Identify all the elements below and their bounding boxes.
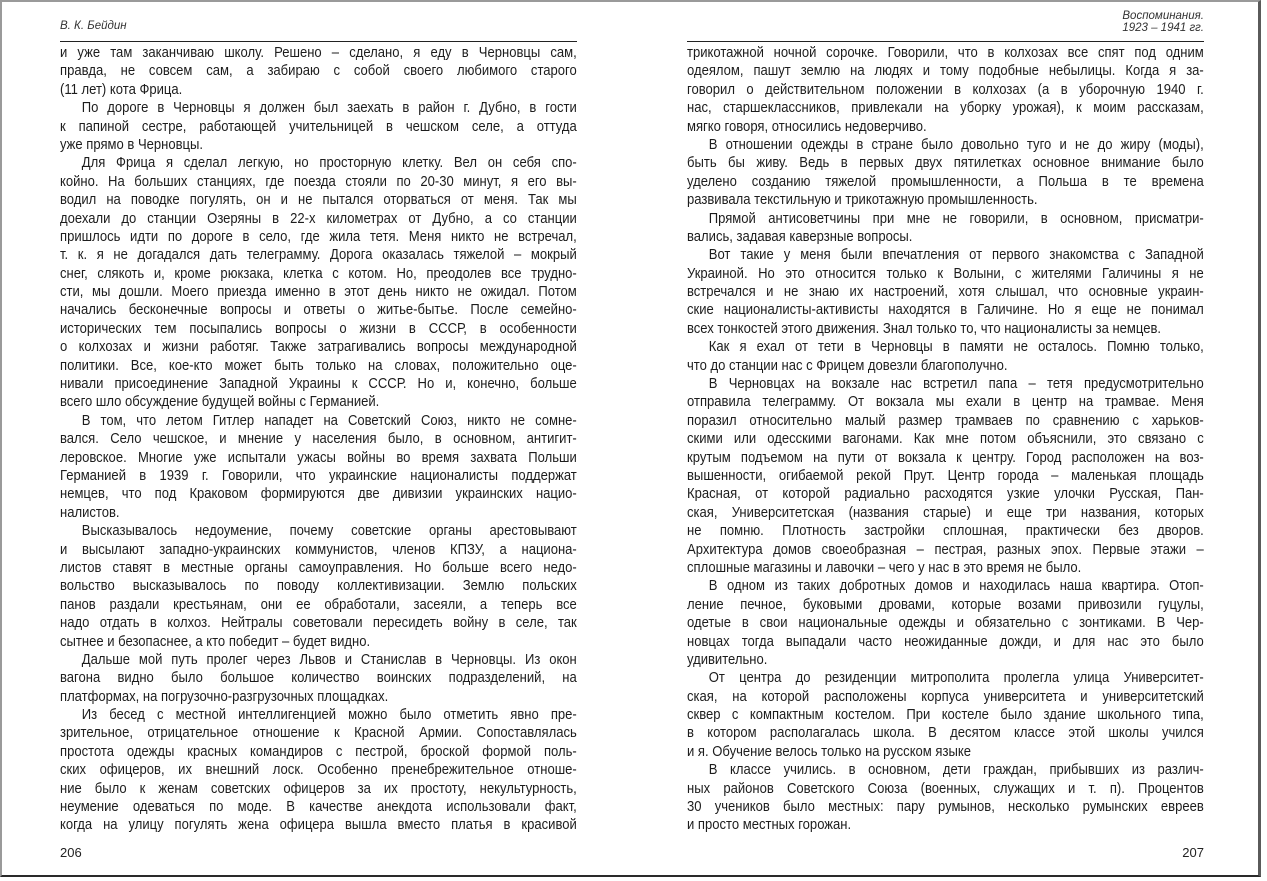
text-line: ские националисты-активисты находятся в Галичине. Но я еще не понимал xyxy=(687,301,1204,319)
text-line: Украиной. Но это относится только к Волыни, с жителями Галичины я не xyxy=(687,264,1204,282)
text-line: От центра до резиденции митрополита пролегла улица Университет- xyxy=(708,669,1204,687)
text-line: неумение одеваться по моде. В качестве анекдота использовали факт, xyxy=(60,798,577,816)
text-line: Для Фрица я сделал легкую, но просторную клетку. Вел он себя спо- xyxy=(81,154,577,172)
text-line: зрительное, отрицательное отношение к Красной Армии. Сопоставлялась xyxy=(60,724,577,742)
paragraph xyxy=(60,522,577,651)
paragraph xyxy=(60,706,577,835)
text-line: исторических тем посыпались вопросы о жизни в СССР, в особенности xyxy=(60,319,577,337)
running-head-line: В. К. Бейдин xyxy=(60,20,127,32)
paragraph xyxy=(60,412,577,522)
text-line: По дороге в Черновцы я должен был заехать в район г. Дубно, в гости xyxy=(81,99,577,117)
running-head-title xyxy=(687,10,1204,40)
paragraph xyxy=(687,669,1204,761)
text-line: и уже там заканчиваю школу. Решено – сделано, я еду в Черновцы сам, xyxy=(60,44,577,61)
text-line: простота одежды красных командиров с пестрой, броской формой поль- xyxy=(60,742,577,760)
text-line: В Черновцах на вокзале нас встретил папа – тетя предусмотрительно xyxy=(708,375,1204,393)
text-line: Высказывалось недоумение, почему советские органы арестовывают xyxy=(81,522,577,540)
text-line: одеялом, пашут землю на людях и тому подобные небылицы. Когда я за- xyxy=(687,62,1204,80)
text-line: немцев, что под Краковом формируются две дивизии украинских нацио- xyxy=(60,485,577,503)
text-line: панов раздали крестьянам, они ее обработали, засеяли, а теперь все xyxy=(60,595,577,613)
header-rule xyxy=(687,41,1204,42)
text-line: ление печное, буковыми дровами, которые возами привозили гуцулы, xyxy=(687,595,1204,613)
text-line: сытнее и безопаснее, а кто победит – будет видно. xyxy=(60,632,371,650)
running-head-line: 1923 – 1941 гг. xyxy=(1122,22,1204,34)
text-line: в котором располагалась школа. В десятом классе этой школы учился xyxy=(687,724,1204,742)
text-line: и просто местных горожан. xyxy=(687,816,852,834)
paragraph xyxy=(60,44,577,99)
text-line: платформах, на погрузочно-разгрузочных площадках. xyxy=(60,687,389,705)
text-line: надо отдать в колхоз. Нейтралы советовали пересидеть войну в селе, так xyxy=(60,614,577,632)
text-line: политики. Все, кое-кто может быть только на словах, положительно оце- xyxy=(60,356,577,374)
text-line: о колхозах и жизни работяг. Также затрагивались вопросы международной xyxy=(60,338,577,356)
text-line: поразил относительно малый размер трамваев по сравнению с харьков- xyxy=(687,411,1204,429)
paragraph xyxy=(687,44,1204,136)
paragraph xyxy=(60,154,577,411)
text-line: удивительно. xyxy=(687,650,768,668)
text-line: и я. Обучение велось только на русском языке xyxy=(687,742,971,760)
text-line: сплошные магазины и лавочки – чего у нас в это время не было. xyxy=(687,558,1082,576)
text-line: Германией в 1939 г. Говорили, что украинские националисты поддержат xyxy=(60,466,577,484)
text-line: ская, Университетская (названия старые) и еще три названия, которых xyxy=(687,503,1204,521)
text-line: сти, мы дошли. Моего приезда именно в этот день никто не ожидал. Потом xyxy=(60,283,577,301)
text-line: ская, на которой расположены корпуса университета и университетский xyxy=(687,687,1204,705)
text-line: встречался и не знаю их настроений, хотя слышал, что основные украин- xyxy=(687,283,1204,301)
text-line: Красная, от которой радиально расходятся узкие улочки Русская, Пан- xyxy=(687,485,1204,503)
text-line: В том, что летом Гитлер нападет на Советский Союз, никто не сомне- xyxy=(81,411,577,429)
text-line: водил на поводке погулять, он и не пытался оторваться от меня. Так мы xyxy=(60,191,577,209)
text-line: Как я ехал от тети в Черновцы в памяти не осталось. Помню только, xyxy=(708,338,1204,356)
text-line: всего шло обсуждение будущей войны с Германией. xyxy=(60,393,380,411)
text-line: нивали присоединение Западной Украины к СССР. Но и, конечно, больше xyxy=(60,375,577,393)
text-line: койно. На больших станциях, где поезда стояли по 20-30 минут, я его вы- xyxy=(60,172,577,190)
paragraph xyxy=(60,651,577,706)
text-line: 30 учеников было местных: пару румынов, несколько румынских евреев xyxy=(687,798,1204,816)
text-line: быть бы живу. Ведь в первых двух пятилетках основное внимание было xyxy=(687,154,1204,172)
text-line: правда, не совсем сам, а забираю с собой своего любимого старого xyxy=(60,62,577,80)
text-line: Вот такие у меня были впечатления от первого знакомства с Западной xyxy=(708,246,1204,264)
text-line: доехали до станции Озеряны в 22-х километрах от Дубно, а со станции xyxy=(60,209,577,227)
text-line: В отношении одежды в стране было довольно туго и не до жиру (моды), xyxy=(708,135,1204,153)
text-line: сквер с компактным костелом. При костеле было здание школьного типа, xyxy=(687,706,1204,724)
paragraph xyxy=(687,136,1204,210)
text-line: отправила телеграмму. От вокзала мы ехали в центр на трамвае. Меня xyxy=(687,393,1204,411)
paragraph xyxy=(687,375,1204,577)
paragraph xyxy=(687,338,1204,375)
text-line: когда на улицу погулять жена офицера вышла вместо платья в красивой xyxy=(60,816,577,834)
text-line: мягко говоря, относились недоверчиво. xyxy=(687,117,927,135)
paragraph xyxy=(687,761,1204,835)
text-line: снег, слякоть и, кроме рюкзака, клетка с котом. Но, преодолев все трудно- xyxy=(60,264,577,282)
text-line: вался. Село чешское, и мнение у населения было, в основном, антигит- xyxy=(60,430,577,448)
running-head-author xyxy=(60,10,577,40)
text-line: трикотажной ночной сорочке. Говорили, что в колхозах все спят под одним xyxy=(687,44,1204,61)
text-line: вышенности, огибаемой рекой Прут. Центр города – маленькая площадь xyxy=(687,466,1204,484)
text-line: В классе учились. в основном, дети граждан, прибывших из различ- xyxy=(708,761,1204,779)
text-line: вались, задавая каверзные вопросы. xyxy=(687,227,913,245)
text-line: Из бесед с местной интеллигенцией можно было отметить явно пре- xyxy=(81,706,577,724)
text-line: Архитектура домов своеобразная – пестрая, разных эпох. Первые этажи – xyxy=(687,540,1204,558)
text-line: не помню. Плотность застройки сплошная, практически без дворов. xyxy=(687,522,1204,540)
text-line: налистов. xyxy=(60,503,120,521)
text-line: всех тонкостей этого движения. Знал только то, что националисты за немцев. xyxy=(687,319,1162,337)
right-page xyxy=(687,0,1204,881)
paragraph xyxy=(687,210,1204,247)
text-line: одетые в свои национальные одежды и обязательно с зонтиками. В Чер- xyxy=(687,614,1204,632)
paragraph xyxy=(687,577,1204,669)
page-body-text xyxy=(687,44,1204,835)
text-line: (11 лет) кота Фрица. xyxy=(60,80,183,98)
text-line: ских офицеров, их внешний лоск. Особенно пренебрежительное отноше- xyxy=(60,761,577,779)
text-line: говорил о действительном положении в колхозах (а в уборочную 1940 г. xyxy=(687,80,1204,98)
page-number: 206 xyxy=(60,845,82,860)
text-line: Прямой антисоветчины при мне не говорили, в основном, присматри- xyxy=(708,209,1204,227)
text-line: и высылают западно-украинских коммунистов, членов КПЗУ, а национа- xyxy=(60,540,577,558)
text-line: ных районов Советского Союза (военных, служащих и т. п). Процентов xyxy=(687,779,1204,797)
text-line: В одном из таких добротных домов и находилась наша квартира. Отоп- xyxy=(708,577,1204,595)
text-line: скими или одесскими вагонами. Как мне потом объяснили, это связано с xyxy=(687,430,1204,448)
text-line: ние было к женам советских офицеров за их простоту, некультурность, xyxy=(60,779,577,797)
text-line: леровское. Многие уже испытали ужасы войны во время захвата Польши xyxy=(60,448,577,466)
text-line: вольство высказывалось по поводу коллективизации. Землю польских xyxy=(60,577,577,595)
text-line: Дальше мой путь пролег через Львов и Станислав в Черновцы. Из окон xyxy=(81,650,577,668)
text-line: новцах тогда выпадали часто неожиданные дожди, и для нас это было xyxy=(687,632,1204,650)
page-number: 207 xyxy=(1182,845,1204,860)
text-line: что до станции нас с Фрицем довезли благополучно. xyxy=(687,356,1008,374)
paragraph xyxy=(687,246,1204,338)
page-body-text xyxy=(60,44,577,835)
text-line: листов ставят в местные органы самоуправления. Но больше всего недо- xyxy=(60,558,577,576)
header-rule xyxy=(60,41,577,42)
left-page xyxy=(60,0,577,881)
running-head-line: Воспоминания. xyxy=(1122,10,1204,22)
text-line: нас, старшеклассников, привлекали на уборку урожая), к моим рассказам, xyxy=(687,99,1204,117)
paragraph xyxy=(60,99,577,154)
text-line: вагона видно было большое количество воинских подразделений, на xyxy=(60,669,577,687)
text-line: пришлось идти по дороге в село, где жила тетя. Меня никто не встречал, xyxy=(60,227,577,245)
text-line: начались бесконечные вопросы и ответы о житье-бытье. После семейно- xyxy=(60,301,577,319)
text-line: к папиной сестре, работающей учительницей в чешском селе, а оттуда xyxy=(60,117,577,135)
text-line: уделено созданию тяжелой промышленности, а Польша в те времена xyxy=(687,172,1204,190)
text-line: развивала текстильную и трикотажную промышленность. xyxy=(687,191,1038,209)
text-line: крутым подъемом на пути от вокзала к центру. Город расположен на воз- xyxy=(687,448,1204,466)
text-line: т. к. я не догадался дать телеграмму. Дорога оказалась тяжелой – мокрый xyxy=(60,246,577,264)
text-line: уже прямо в Черновцы. xyxy=(60,135,204,153)
